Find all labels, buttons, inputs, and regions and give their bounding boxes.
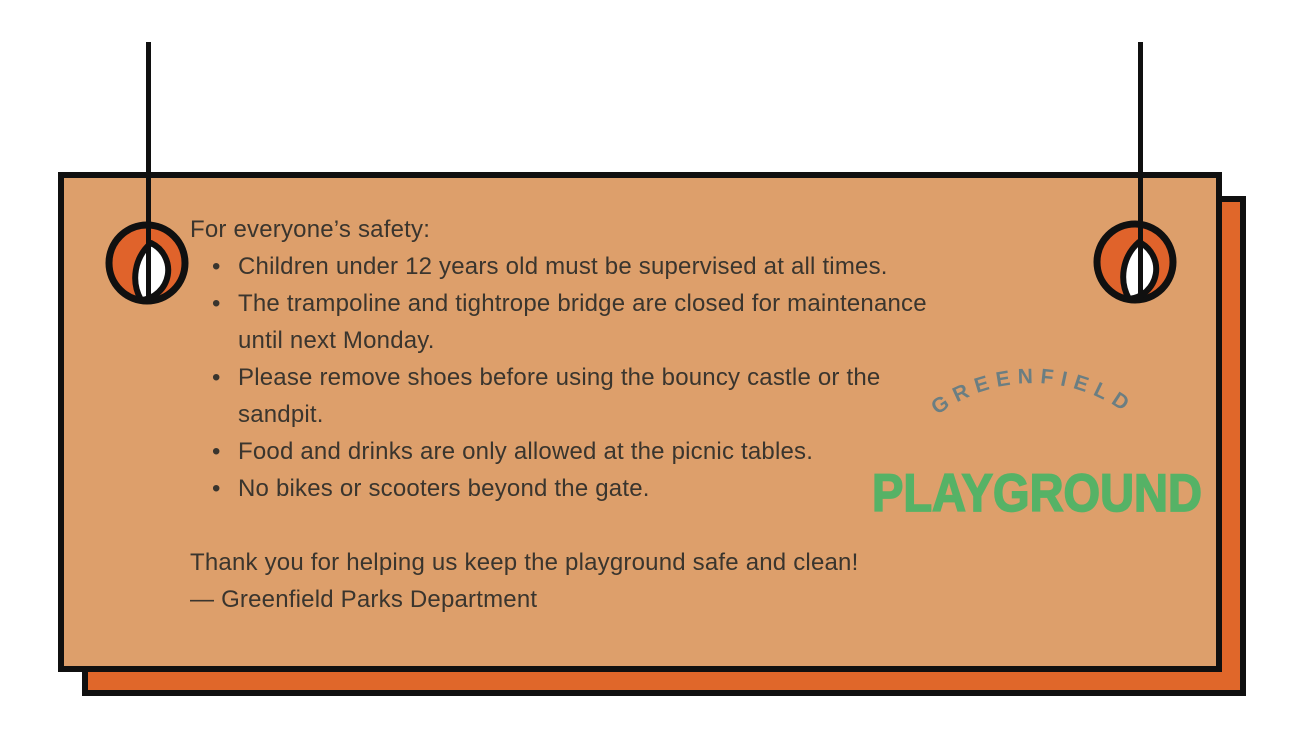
rule-line-text: until next Monday. bbox=[238, 327, 435, 354]
rule-line-text: Please remove shoes before using the bouncy castle or the bbox=[238, 364, 881, 391]
right-rope bbox=[1138, 42, 1143, 301]
greenfield-playground-logo bbox=[872, 364, 1202, 523]
bullet-marker: • bbox=[212, 290, 221, 317]
rule-line-text: Children under 12 years old must be supervised at all times. bbox=[238, 253, 888, 280]
rule-line bbox=[190, 322, 1020, 359]
logo-wordmark: PLAYGROUND bbox=[872, 462, 1202, 523]
rule-line-text: sandpit. bbox=[238, 401, 324, 428]
rule-line-text: The trampoline and tightrope bridge are closed for maintenance bbox=[238, 290, 927, 317]
left-rope bbox=[146, 42, 151, 302]
signature-text: — Greenfield Parks Department bbox=[190, 586, 538, 613]
logo-arc-text bbox=[872, 364, 1194, 468]
bullet-marker: • bbox=[212, 364, 221, 391]
bullet-marker: • bbox=[212, 253, 221, 280]
rule-line bbox=[190, 248, 1020, 285]
bullet-marker bbox=[190, 396, 238, 433]
rule-line bbox=[190, 285, 1020, 322]
safety-heading: For everyone’s safety: bbox=[190, 216, 431, 243]
logo-arc-text-label: GREENFIELD bbox=[927, 364, 1139, 420]
rule-line-text: No bikes or scooters beyond the gate. bbox=[238, 475, 650, 502]
rule-line-text: Food and drinks are only allowed at the picnic tables. bbox=[238, 438, 814, 465]
bullet-marker bbox=[190, 322, 238, 359]
right-grommet-icon bbox=[1087, 214, 1183, 310]
bullet-marker: • bbox=[212, 475, 221, 502]
closing-text: Thank you for helping us keep the playground safe and clean! bbox=[190, 549, 859, 576]
bullet-marker: • bbox=[212, 438, 221, 465]
